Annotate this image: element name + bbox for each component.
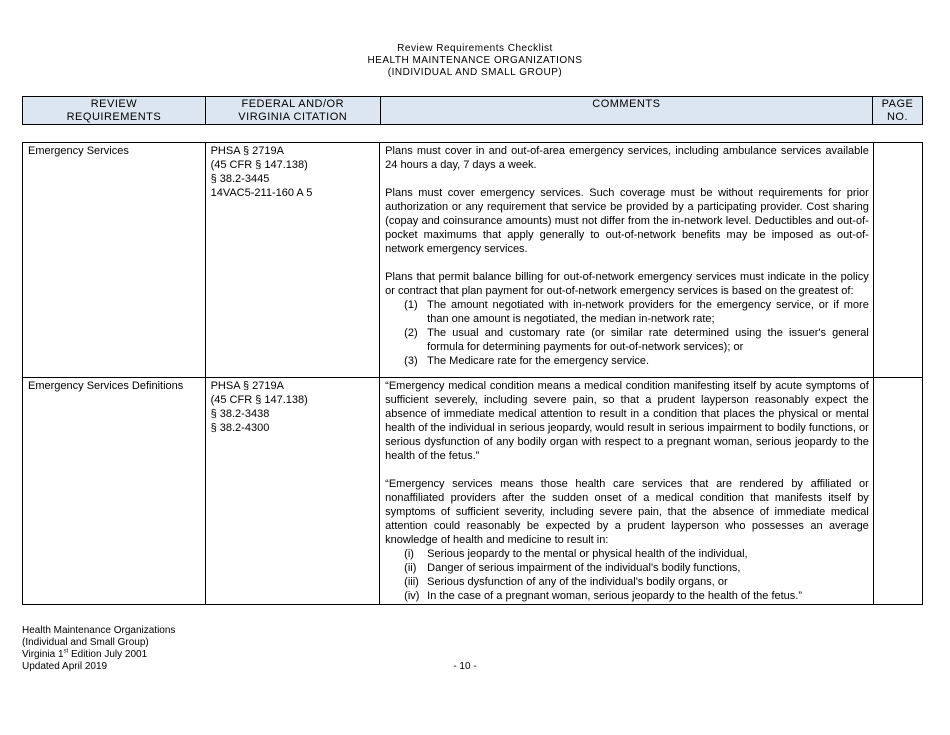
doc-subtitle-2: (INDIVIDUAL AND SMALL GROUP) [387, 67, 563, 78]
comment-paragraph: Plans must cover emergency services. Such coverage must be without requirements for prior authorization or any requirement that service be provided by a participating provider. Cost sharing (copay and coinsurance amounts) must not differ from the in-network level. Deductibles and out-of-pocket maximums that apply generally to out-of-network benefits may be imposed as out-of-network emergency services. [385, 187, 869, 255]
list-item: (2) The usual and customary rate (or similar rate determined using the issuer's general formula for determining payments for out-of-network services); or [404, 327, 869, 353]
col-header-citation: FEDERAL AND/OR VIRGINIA CITATION [205, 97, 380, 125]
col-header-page: PAGE NO. [873, 97, 923, 125]
requirement-cell: Emergency Services [23, 143, 206, 378]
page-number: - 10 - [453, 661, 477, 672]
comment-paragraph: Plans must cover in and out-of-area emergency services, including ambulance services available 24 hours a day, 7 days a week. [385, 145, 869, 171]
citation-cell: PHSA § 2719A (45 CFR § 147.138) § 38.2-3438 § 38.2-4300 [205, 378, 380, 605]
requirement-cell: Emergency Services Definitions [23, 378, 206, 605]
column-header-table [22, 96, 923, 125]
list-item: (ii) Danger of serious impairment of the individual's bodily functions, [404, 562, 741, 574]
requirements-table [22, 142, 923, 605]
page-no-cell [873, 143, 922, 378]
comments-cell [380, 378, 874, 605]
doc-subtitle: HEALTH MAINTENANCE ORGANIZATIONS [367, 55, 583, 66]
numbered-list [385, 547, 869, 603]
comment-paragraph: “Emergency medical condition means a medical condition manifesting itself by acute symptoms of sufficient severely, including severe pain, so that a prudent layperson reasonably expect the absence of immediate medical attention to result in a condition that places the physical or mental health of the individual in serious jeopardy, would result in serious impairment to bodily functions, or serious dysfunction of any bodily organ with respect to a pregnant woman, serious jeopardy to the health of the fetus.” [385, 380, 869, 462]
list-item: (iv) In the case of a pregnant woman, serious jeopardy to the health of the fetus.” [404, 590, 803, 602]
list-item: (1) The amount negotiated with in-network providers for the emergency service, or if more than one amount is negotiated, the median in-network rate; [404, 299, 869, 325]
list-item: (i) Serious jeopardy to the mental or physical health of the individual, [404, 548, 748, 560]
table-row [23, 378, 923, 605]
edition-line: Virginia 1st Edition July 2001 [22, 648, 148, 660]
table-row [23, 143, 923, 378]
comment-paragraph: Plans that permit balance billing for out-of-network emergency services must indicate in the policy or contract that plan payment for out-of-network emergency services is based on the greatest of: [385, 271, 869, 297]
col-header-comments: COMMENTS [380, 97, 872, 125]
comment-paragraph: “Emergency services means those health care services that are rendered by affiliated or nonaffiliated providers after the sudden onset of a medical condition that manifests itself by symptoms of sufficient severity, including severe pain, that the absence of immediate medical attention could reasonably be expected by a prudent layperson who possesses an average knowledge of health and medicine to result in: [385, 478, 869, 546]
list-item: (3) The Medicare rate for the emergency service. [404, 355, 650, 367]
col-header-review: REVIEW REQUIREMENTS [23, 97, 206, 125]
comments-cell [380, 143, 874, 378]
page-no-cell [873, 378, 922, 605]
list-item: (iii) Serious dysfunction of any of the individual's bodily organs, or [404, 576, 728, 588]
citation-cell: PHSA § 2719A (45 CFR § 147.138) § 38.2-3445 14VAC5-211-160 A 5 [205, 143, 380, 378]
footer: Health Maintenance Organizations (Individual and Small Group) Virginia 1st Edition July 2001 Updated April 2019 [22, 625, 176, 672]
numbered-list [385, 298, 869, 368]
doc-title: Review Requirements Checklist [397, 43, 553, 54]
